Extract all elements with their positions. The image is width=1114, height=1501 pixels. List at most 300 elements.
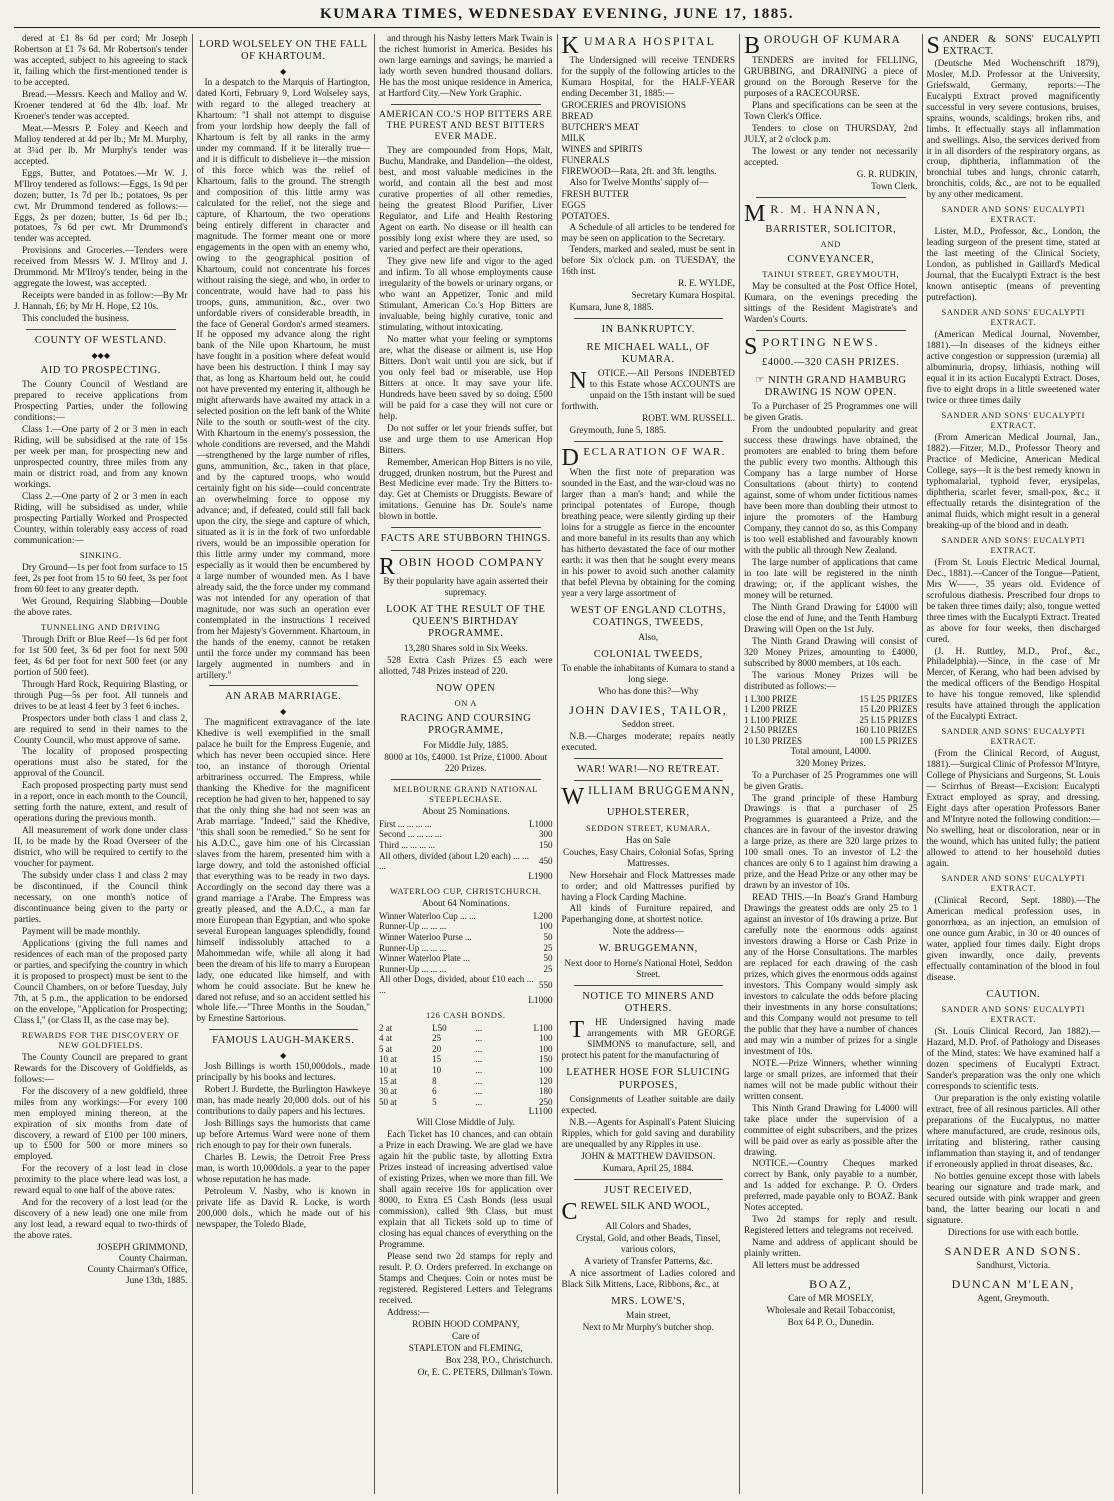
- paragraph: The locality of proposed prospecting operations must also be stated, for the approval of the Council.: [14, 747, 188, 780]
- paragraph: For the recovery of a lost lead in close proximity to the place where lead was lost, a reward equal to one half of the above rates.: [14, 1164, 188, 1197]
- paragraph: Remember, American Hop Bitters is no vile, drugged, drunken nostrum, but the Purest and Best Medicine ever made. Try the Bitters to-day. Get at Chemists or Druggists. Beware of imitations. Genuine has Dr. Soule's name blown in bottle.: [379, 457, 553, 523]
- bond-row-cell: 10 at: [379, 1065, 397, 1076]
- paragraph: Robert J. Burdette, the Burlington Hawkeye man, has made nearly 20,000 dols. out of his contributions to daily papers and his lectures.: [196, 1085, 370, 1118]
- paragraph: Payment will be made monthly.: [22, 926, 140, 937]
- steeplechase-row-cell: Second ... ... ... ...: [379, 829, 442, 840]
- care-of: Care of: [451, 1331, 480, 1342]
- drop-cap: S: [744, 334, 760, 361]
- paragraph: Petroleum V. Nasby, who is known in private life as David R. Locke, is worth 200,000 dols., which he made out of his newspaper, the Toledo Blade,: [196, 1186, 370, 1230]
- money-prizes: 320 Money Prizes.: [795, 758, 866, 769]
- next-door: Next door to Horne's National Hotel, Seddon Street.: [564, 958, 733, 980]
- paragraph: Eggs, Butter, and Potatoes.—Mr W. J. M'Ilroy tendered as follows:—Eggs, 1s 9d per dozen; butter, 1s 7d per lb.; potatoes, 9s per cwt. Mr Drummond tendered as follows:—Eggs, 2s per dozen; butter, 1s 6d per lb.; potatoes, 7s 6d per cwt. Mr Drummond's tender was accepted.: [14, 168, 188, 245]
- wholesale: Wholesale and Retail Tobacconist,: [766, 1306, 896, 1317]
- sander-t2: Lister, M.D., Professor, &c., London, the leading surgeon of the present time, stated at the last meeting of the Clinical Society, London, as published in Gaillard's Medical Journal, that the Eucalypti Extract is the best known antiseptic (means of preventing putrefaction).: [926, 227, 1100, 304]
- list-item: FUNERALS: [561, 155, 610, 166]
- paragraph: This concluded the business.: [22, 314, 129, 325]
- drop-cap: N: [569, 368, 587, 395]
- paragraph: All measurement of work done under class II, to be made by the Road Overseer of the district, who will be required to certify to the voucher for payment.: [14, 826, 188, 870]
- waterloo-row-cell: 50: [543, 931, 553, 942]
- divider-ornament: ◆: [280, 66, 287, 76]
- paragraph: Two 2d stamps for reply and result. Registered letters and telegrams not received.: [744, 1215, 918, 1237]
- bond-row-cell: L50: [432, 1022, 447, 1033]
- sander-t6: (From the Clinical Record, of August, 1881).—Surgical Clinic of Professor M'Intyre, College of Physicians and Surgeons, St. Louis — Scirrhus of Breast—Excision: Eucalypti Extract employed as spray, and dressing. Eight days after operation Professors Baner and M'Intyre noted the following condition:—No swelling, heat or discoloration, near or in the wound, which has united fully; the patient allowed to attend to her household duties again.: [926, 749, 1100, 869]
- paragraph: Please send two 2d stamps for reply and result. P. O. Orders preferred. In exchange on Stamps and Cheques. Coin or notes must be registered. Registered Letters and Telegrams received.: [379, 1252, 553, 1306]
- bond-row-cell: ...: [475, 1033, 483, 1044]
- masthead-rule: [14, 27, 1100, 28]
- waterloo-row-cell: Winner Waterloo Plate ...: [379, 953, 470, 964]
- sandhurst: Sandhurst, Victoria.: [976, 1260, 1051, 1271]
- bond-row-cell: ...: [475, 1086, 483, 1097]
- davies: JOHN DAVIES, TAILOR,: [569, 702, 728, 717]
- company-name: ROBIN HOOD COMPANY,: [412, 1319, 520, 1330]
- prize-row: [744, 725, 918, 736]
- consignments: Consignments of Leather suitable are daily expected.: [561, 1095, 735, 1117]
- sporting-body-2: [744, 794, 918, 1273]
- paragraph: Josh Billings is worth 150,000dols., made principally by his books and lectures.: [196, 1062, 370, 1084]
- town-clerk: Town Clerk.: [871, 181, 918, 192]
- cash-bonds-table: [379, 1023, 553, 1108]
- paragraph: Tenders, marked and sealed, must be sent in before Six o'clock p.m. on TUESDAY, the 16th inst.: [561, 245, 735, 278]
- paragraph: Class 2.—One party of 2 or 3 men in each Riding, will be subsidised as under, while prospecting Partially Worked and Prospected Country, within tolerably easy access of road communication:—: [14, 492, 188, 546]
- bruggemann-name: ILLIAM BRUGGEMANN,: [588, 785, 735, 798]
- waterloo-row-cell: All other Dogs, divided, about £10 each ... ...: [379, 974, 534, 996]
- paragraph: In a despatch to the Marquis of Hartington, dated Korti, February 9, Lord Wolseley says, with regard to the alleged treachery at Khartoum: "I shall not attempt to disguise from your lordship how deeply the fall of Khartoum is felt by all ranks in the army under my command. If it be literally true—and it is difficult to disbelieve it—the mission of this force which was the relief of Khartoum, falls to the ground. The strength and composition of this little army was calculated for the relief, not the siege and capture, of Khartoum, the two operations being entirely different in character and magnitude. The former meant one or more engagements in the open with an enemy who, owing to the geographical position of Khartoum, could not concentrate his forces without raising the siege, and who, in order to concentrate, would have had to pass his troops, guns, ammunition, &c., over two unfordable rivers of considerable breadth, in the face of General Gordon's armed steamers. If he opposed my advance along the right bank of the Nile upon Khartoum, he must have fought in a position where defeat would have been his destruction. I think I may say that, as long as Khartoum held out, he could not have prevented my entering it, although he might afterwards have awaited my attack in a selected position on the left bank of the White Nile to the south or south-west of the city. With Khartoum in the enemy's possession, the whole conditions are reversed, and the Mahdi—strengthened by the large number of rifles, guns, ammunition, &c., taken in that place, and by the captured troops, who would certainly fight on his side—could concentrate an overwhelming force to oppose my advance; and, if defeated, could still fall back upon the city, the siege and capture of which, situated as it is in the fork of two unfordable rivers, would be an impossible operation for this little army under my command, more especially as it would then be encumbered by a large number of wounded men. As I have already said, the the force under my command was not intended for any operation of that magnitude, nor was such an operation ever contemplated in the instructions I received from her Majesty's Government. Khartoum, in the hands of the enemy, cannot be retaken until the force under my command has been largely augmented in numbers and in artillery.": [196, 78, 370, 681]
- paragraph: Class 1.—One party of 2 or 3 men in each Riding, will be subsidised at the rate of 15s per week per man, for prospecting new and unprospected country, three miles from any main or district road, and from any known workings.: [14, 425, 188, 491]
- divider: [574, 1179, 724, 1180]
- paragraph: The magnificent extravagance of the late Khedive is well exemplified in the small palace he built for the Empress Eugenie, and which has never been occupied since. Here too, an instance of thorough Oriental arbitrariness occurred. The Empress, while thanking the Khedive for the magnificent reception he had given to her, happened to say that the only thing she had not seen was an Arab marriage. "Indeed," said the Khedive, "this shall soon be remedied." So he sent for his A.D.C., gave him one of his Circassian slaves from the harem, presented him with a large dowry, and told the astonished official that everything was to be ready in two days. Accordingly on the second day there was a grand marriage a l'Arabe. The Empress was greatly pleased, and the A.D.C., a man far more European than Egyptian, and who spoke several European languages splendidly, found himself indissolubly attached to a Mahommedan wife, while all along it had been the dream of his life to marry a European lady, one educated like himself, and with whom he could associate. But he knew he dared not refuse, and so an accident settled his whole life.—"Three Months in the Soudan," by Ernestine Sartorious.: [196, 718, 370, 1025]
- steeplechase-row-cell: All others, divided (about L20 each) ... ... ...: [379, 850, 529, 872]
- waterloo-row: [379, 974, 553, 995]
- kumara-1884: Kumara, April 25, 1884.: [602, 1163, 694, 1174]
- divider: [574, 985, 724, 986]
- paragraph: READ THIS.—In Boaz's Grand Hamburg Drawings the greatest odds are only 25 to 1 against an investor of 10s drawing a prize. But carefully note the enormous odds against investors drawing a Horse or Cash Prize in any of the Horse Consultations. The marbles are replaced for each drawing of the cash prizes, which gives the enormous odds against investors. This Company would simply ask investors to calculate the odds before placing their investments in any horse consultations; and this Company would not presume to tell the public that they have a number of chances and may win a number of prizes for a single investment of 10s.: [744, 893, 918, 1057]
- steeplechase-total: L1900: [528, 871, 553, 882]
- bond-row-cell: 25: [432, 1033, 442, 1044]
- waterloo-row-cell: Runner-Up ... ... ...: [379, 942, 447, 953]
- bond-row: [379, 1033, 553, 1044]
- paragraph: The Ninth Grand Drawing will consist of 320 Money Prizes, amounting to £4000, subscribed by 8000 members, at 10s each.: [744, 636, 918, 669]
- crewel-title: [561, 1199, 736, 1226]
- miners-text: HE Undersigned having made arrangements with MR GEORGE SIMMONS to manufacture, sell, and protect his patent for the manufacturing of: [561, 1018, 735, 1062]
- sander-t5b: (J. H. Ruttley, M.D., Prof., &c., Philadelphia).—Since, in the case of Mr Mercer, of Kerang, who had been advised by the medical officers of the Bendigo Hospital to have his tongue removed, like splendid results have attained through the application of the Eucalypti Extract.: [926, 646, 1100, 723]
- hospital-items-2: [562, 190, 736, 223]
- davidson: JOHN & MATTHEW DAVIDSON.: [581, 1151, 716, 1162]
- transfer: A variety of Transfer Patterns, &c.: [584, 1257, 713, 1268]
- seddon: Seddon street.: [621, 720, 675, 730]
- sander-t7: (Clinical Record, Sept. 1880).—The American medical profession uses, in gonorrhœa, as an injection, an emulsion of one ounce gum Arabic, in 30 or 40 ounces of water, applied four times daily. Eight drops given inwardly, once daily, prevents effectually contamination of the blood in foul disease.: [926, 896, 1100, 983]
- sander-heading-4: SANDER AND SONS' EUCALYPTI EXTRACT.: [941, 409, 1086, 430]
- prize-row-cell: 100 L5 PRIZES: [859, 736, 918, 747]
- waterloo-row-cell: 100: [539, 921, 553, 932]
- divider: [391, 527, 541, 528]
- paragraph: Each proposed prospecting party must send in a report, once in each month to the Council, setting forth the nature, extent, and result of operations during the previous month.: [14, 781, 188, 825]
- cash-bonds-total: L1100: [528, 1107, 553, 1118]
- bond-row: [379, 1054, 553, 1065]
- steeplechase-row-cell: L1000: [529, 818, 553, 829]
- list-item: FIREWOOD—Rata, 2ft. and 3ft. lengths.: [561, 166, 717, 177]
- waterloo-row-cell: Winner Waterloo Cup ... ...: [379, 910, 476, 921]
- borough-heading: OROUGH OF KUMARA: [764, 34, 901, 46]
- paragraph: They are compounded from Hops, Malt, Buchu, Mandrake, and Dandelion—the oldest, best, and most valuable medicines in the world, and contain all the best and most curative properties of all other remedies, being the greatest Blood Purifier, Liver Regulator, and Life and Health Restoring Agent on earth. No disease or ill health can possibly long exist where they are used, so varied and perfect are their operations.: [379, 146, 553, 256]
- also: Also for Twelve Months' supply of—: [569, 177, 709, 188]
- waterloo-row-cell: 50: [543, 953, 553, 964]
- steeplechase-heading: MELBOURNE GRAND NATIONAL STEEPLECHASE.: [393, 783, 539, 804]
- nb: N.B.—Charges moderate; repairs neatly executed.: [561, 731, 735, 753]
- bond-row-cell: 150: [539, 1054, 553, 1065]
- paragraph: The subsidy under class 1 and class 2 may be discontinued, if the Council think necessary, on one month's notice of discontinuance being given to the party or parties.: [14, 871, 188, 925]
- rudkin: G. R. RUDKIN,: [856, 169, 918, 180]
- sinking-rates: [14, 563, 188, 619]
- paragraph: dered at £1 8s 6d per cord; Mr Joseph Robertson at £1 7s 6d. Mr Robertson's tender was accepted, subject to his agreeing to stack it, failing which the first-mentioned tender is to be accepted.: [14, 34, 188, 88]
- hospital-terms: [562, 223, 736, 279]
- tender-results: [14, 34, 188, 325]
- kumara-date: Kumara, June 8, 1885.: [569, 303, 654, 314]
- list-item: BUTCHER'S MEAT: [561, 122, 640, 133]
- sporting-title: [744, 334, 918, 361]
- sander-heading-6: SANDER AND SONS' EUCALYPTI EXTRACT.: [941, 726, 1086, 747]
- hair: New Horsehair and Flock Mattresses made to order; and old Mattresses purified by having a Flock Carding Machine.: [561, 870, 735, 903]
- wolseley-article: [197, 78, 371, 681]
- paragraph: Provisions and Groceries.—Tenders were received from Messrs W. J. M'Ilroy and J. Drummond. Mr M'Ilroy's tender, being in the aggregate the lowest, was accepted.: [14, 246, 188, 290]
- paragraph: (Deutsche Med Wochenschrift 1879), Mosler, M.D. Professor at the University, Griefswald, Germany, reports:—The Eucalypti Extract proved magnificently successful in very severe contusions, bruises, sprains, wounds, scaldings, broken ribs, and limbs. It effectually stays all inflammation and swellings. Also, the services derived from it in all disorders of the respiratory organs, as croup, diphtheria, inflammation of the bronchial tubes and lungs, chronic catarrh, bronchitis, colds, &c., are not to be equalled by any other medicament.: [926, 58, 1100, 201]
- bond-row-cell: 15 at: [379, 1075, 397, 1086]
- hannan-name: R. M. HANNAN,: [770, 201, 883, 216]
- hospital-intro: The Undersigned will receive TENDERS for the supply of the following articles to the Kumara Hospital, for the HALF-YEAR ending December 31, 1885:—: [561, 56, 735, 99]
- chairman-signature: [14, 1243, 188, 1287]
- furniture: All kinds of Furniture repaired, and Paperhanging done, at shortest notice.: [561, 904, 735, 926]
- column-4: [557, 34, 740, 1494]
- masthead: KUMARA TIMES, WEDNESDAY EVENING, JUNE 17, 1885.: [320, 6, 794, 22]
- hannan-title: [744, 200, 918, 227]
- waterloo-row-cell: Runner-Up ... ... ...: [379, 963, 447, 974]
- extra-prizes: 528 Extra Cash Prizes £5 each were allotted, 748 Prizes instead of 220.: [379, 655, 553, 677]
- steeplechase-row-cell: First ... ... ... ...: [379, 818, 432, 829]
- aid-prospecting-heading: AID TO PROSPECTING.: [40, 365, 161, 376]
- mosely: Care of MR MOSELY,: [788, 1294, 874, 1305]
- hospital-name: UMARA HOSPITAL: [583, 34, 716, 48]
- column-2: [192, 34, 375, 1494]
- w-bruggemann: W. BRUGGEMANN,: [598, 943, 698, 955]
- and: AND: [820, 239, 841, 249]
- wolseley-heading: LORD WOLSELEY ON THE FALL OF KHARTOUM.: [199, 39, 368, 63]
- paragraph: The large number of applications that came in too late will be registered in the ninth drawing; or, if the applicant wishes, the money will be returned.: [744, 557, 918, 601]
- bond-row: [379, 1044, 553, 1055]
- divider: [574, 758, 724, 759]
- divider-ornament: ◆: [280, 706, 287, 716]
- bond-row-cell: 10 at: [379, 1054, 397, 1065]
- bond-row-cell: 2 at: [379, 1022, 393, 1033]
- conveyancer: CONVEYANCER,: [787, 254, 875, 266]
- sander-title: [927, 34, 1101, 59]
- waterloo-row: [379, 932, 553, 943]
- steeplechase-row-cell: 300: [539, 829, 553, 840]
- robin-sub: By their popularity have again asserted their supremacy.: [383, 576, 549, 598]
- paragraph: The lowest or any tender not necessarily accepted.: [744, 146, 918, 168]
- divider: [391, 104, 541, 105]
- paragraph: Prospectors under both class 1 and class 2, are required to send in their names to the County Council, who must approve of same.: [14, 713, 188, 746]
- robin-hood-terms: [379, 1130, 553, 1307]
- paragraph: The Ninth Grand Drawing for £4000 will close the end of June, and the Tenth Hamburg Drawing will Open on the 1st July.: [744, 602, 918, 635]
- prospecting-conditions: [14, 380, 188, 547]
- mlean: DUNCAN M'LEAN,: [951, 1276, 1075, 1291]
- signature-line: County Chairman.: [118, 1254, 188, 1265]
- drop-cap: D: [561, 445, 581, 472]
- sinking-label: SINKING.: [79, 549, 122, 560]
- paragraph: Bread.—Messrs. Keech and Malloy and W. Kroener tendered at 6d the 4lb. loaf. Mr Kroener's tender was accepted.: [14, 89, 188, 122]
- steeplechase-row-cell: 150: [539, 839, 553, 850]
- column-3: [374, 34, 557, 1494]
- bankruptcy-heading: IN BANKRUPTCY.: [601, 324, 695, 336]
- bond-row: [379, 1023, 553, 1034]
- divider: [756, 330, 906, 331]
- paragraph: From the undoubted popularity and great success these drawings have obtained, the promoters are enabled to bring them before the public every two months. Although this Company has a large number of Horse Consultations (about thirty) to contend against, some of whom under fictitious names have been more than doubling their utmost to injure the promoters of the Hamburg Company, they cannot do so, as this Company is too well established and favourably known with the public all through New Zealand.: [744, 425, 918, 556]
- paragraph: Name and address of applicant should be plainly written.: [744, 1238, 918, 1260]
- column-5: [739, 34, 922, 1494]
- paragraph: Each Ticket has 10 chances, and can obtain a Prize in each Drawing. We are glad we have again hit the public taste, by allotting Extra Prizes instead of increasing advertised value of existing Prizes, when we more than fill. We shall again receive 10s for application over 8000, to Extra £5 Cash Bonds (less usual commission), called 9th Class, but must explain that all Tickets sold up to time of closing has equal chances of everything on the Programme.: [379, 1130, 553, 1251]
- total-amount: Total amount, L4000.: [790, 746, 871, 757]
- wylde: R. E. WYLDE,: [678, 279, 735, 290]
- prize-row: [744, 715, 918, 726]
- nb2: N.B.—Agents for Aspinall's Patent Sluicing Ripples, which for gold saving and durability are unequalled by any Ripples in use.: [561, 1118, 735, 1150]
- paragraph: TENDERS are invited for FELLING, GRUBBING, and DRAINING a piece of ground on the Borough Reserve for the purposes of a RACECOURSE.: [744, 56, 918, 99]
- sander-heading-8: SANDER AND SONS' EUCALYPTI EXTRACT.: [941, 1004, 1086, 1025]
- agent: Agent, Greymouth.: [977, 1293, 1050, 1304]
- signature-line: June 13th, 1885.: [126, 1276, 188, 1287]
- list-item: EGGS: [561, 200, 586, 211]
- upholsterer: UPHOLSTERER,: [606, 807, 690, 819]
- waterloo-row-cell: Winner Waterloo Purse ...: [379, 931, 472, 942]
- sporting-body: [744, 425, 918, 692]
- waterloo-row: [379, 953, 553, 964]
- about-64: About 64 Nominations.: [421, 898, 510, 909]
- bond-row-cell: 120: [539, 1075, 553, 1086]
- drop-cap: S: [926, 34, 940, 59]
- waterloo-row: [379, 964, 553, 975]
- sander-t4: (From American Medical Journal, Jan., 1882).—Fitzer, M.D., Professor Theory and Practice of Medicine, American Medical College, says—It is the best remedy known in typhomalarial, typhoid fever, erysipelas, diphtheria, scarlet fever, small-pox, &c.; it effectually retards the disintegration of the animal fluids, which might result in a general breaking-up of the blood and in death.: [926, 433, 1100, 531]
- bond-row-cell: 50 at: [379, 1096, 397, 1107]
- notice: [562, 369, 736, 413]
- main-street: Main street,: [626, 1311, 671, 1322]
- steeplechase-row: [379, 840, 553, 851]
- boaz: BOAZ,: [809, 1277, 853, 1292]
- columns: [14, 34, 1104, 1494]
- bond-row: [379, 1086, 553, 1097]
- sander-t9: Our preparation is the only existing volatile extract, free of all resinous particles. All other preparations of the Eucalyptus, no matter where manufactured, are crude, resinous oils, irritating and blistering, rather causing inflammation than staying it, and of tendanger if erroneously applied in throat diseases, &c.: [926, 1093, 1100, 1170]
- waterloo-row: [379, 943, 553, 954]
- divider: [209, 685, 359, 686]
- paragraph: The County Council are prepared to grant Rewards for the Discovery of Goldfields, as follows:—: [14, 1052, 188, 1085]
- divider: [391, 779, 541, 780]
- sander-testimonial-1: [927, 59, 1101, 202]
- crewel-colors: All Colors and Shades,: [605, 1222, 692, 1233]
- waterloo-row: [379, 911, 553, 922]
- pointing-hand-icon: ☞: [755, 374, 769, 386]
- bond-row-cell: 100: [539, 1065, 553, 1076]
- prize-row: [744, 694, 918, 705]
- paragraph: Dry Ground—1s per foot from surface to 15 feet, 2s per foot from 15 to 60 feet, 3s per foot from 60 feet to any greater depth.: [14, 562, 188, 595]
- war2: WAR! WAR!—NO RETREAT.: [576, 763, 720, 775]
- hospital-items: [562, 101, 736, 178]
- bond-row-cell: 5 at: [379, 1043, 393, 1054]
- paragraph: They give new life and vigor to the aged and infirm. To all whose employments cause irregularity of the bowels or urinary organs, or who want an Appetizer, Tonic and mild Stimulant, American Co.'s Hop Bitters are invaluable, being highly curative, tonic and stimulating, without intoxicating.: [379, 257, 553, 333]
- steeplechase-row: [379, 819, 553, 830]
- sander-t5: (From St. Louis Electric Medical Journal, Dec., 1881).—Cancer of the Tongue—Patient, Mrs W——, 35 years old. Evidence of scrofulous diathesis. Prescribed four drops to be taken three times daily; also, tongue wetted three times with the Eucalypti Extract. Treated as above for four weeks, then discharged cured.: [926, 557, 1100, 645]
- paragraph: Through Drift or Blue Reef—1s 6d per foot for 1st 500 feet, 3s 6d per foot for next 500 feet, 4s 6d per foot for next 500 feet (or any portion of 500 feet).: [14, 634, 188, 678]
- nice: A nice assortment of Ladies colored and Black Silk Mittens, Lace, Ribbons, &c., at: [561, 1269, 735, 1291]
- prize-table: [744, 694, 918, 747]
- hospital-title: [561, 34, 736, 59]
- tickets: 8000 at 10s, £4000. 1st Prize, £1000. About 220 Prizes.: [384, 752, 548, 774]
- bond-row: [379, 1076, 553, 1087]
- mrs-lowe: MRS. LOWE'S,: [611, 1296, 686, 1308]
- bond-row-cell: 6: [432, 1086, 437, 1097]
- paragraph: Wet Ground, Requiring Slabbing—Double the above rates.: [14, 596, 188, 618]
- borough-tenders: [744, 56, 918, 169]
- russell: ROBT. WM. RUSSELL.: [642, 414, 735, 425]
- rewards-label: REWARDS FOR THE DISCOVERY OF NEW GOLDFIELDS.: [21, 1029, 180, 1050]
- paragraph: Meat.—Messrs P. Foley and Keech and Malloy tendered at 4d per lb.; Mr M. Murphy, at 3¼d per lb. Mr Murphy's tender was accepted.: [14, 123, 188, 167]
- who: Who has done this?—Why: [598, 686, 699, 697]
- sander-heading-5: SANDER AND SONS' EUCALYPTI EXTRACT.: [941, 534, 1086, 555]
- divider: [756, 197, 906, 198]
- seddon-street: SEDDON STREET, KUMARA,: [586, 822, 711, 833]
- waterloo-row-cell: Runner-Up ... ... ...: [379, 921, 447, 932]
- bond-row-cell: ...: [475, 1054, 483, 1065]
- signature-line: JOSEPH GRIMMOND,: [97, 1243, 188, 1254]
- racing-heading: RACING AND COURSING PROGRAMME,: [400, 713, 532, 737]
- sander-t3: (American Medical Journal, November, 1881).—In diseases of the kidneys either active congestion or suppression (uræmia) all albuminuria, dropsy, lithiasis, nothing will equal it in its action Eucalypti Extract. Doses, five to eight drops in a little sweetened water twice or three times daily: [926, 330, 1100, 406]
- couches: Couches, Easy Chairs, Colonial Sofas, Spring Mattresses.: [563, 847, 734, 869]
- enable: To enable the inhabitants of Kumara to stand a long siege.: [561, 663, 735, 685]
- purchaser: To a Purchaser of 25 Programmes one will be given Gratis.: [744, 402, 918, 424]
- sander-sons: SANDER AND SONS.: [944, 1243, 1082, 1258]
- crystal: Crystal, Gold, and other Beads, Tinsel, various colors,: [576, 1234, 721, 1256]
- stapleton: STAPLETON and FLEMING,: [408, 1343, 523, 1354]
- sander-t8: (St. Louis Clinical Record, Jan 1882).—Hazard, M.D. Prof. of Pathology and Diseases of the Mind, states: We have examined half a dozen specimens of Eucalypti Extract. Sander's preparation was the only one which corresponds to scientific tests.: [926, 1027, 1100, 1092]
- robin-hood-name: OBIN HOOD COMPANY: [399, 554, 545, 569]
- address-label: Address:—: [387, 1307, 430, 1318]
- note: Note the address—: [612, 927, 684, 938]
- divider: [574, 441, 724, 442]
- paragraph: Tenders to close on THURSDAY, 2nd JULY, at 2 o'clock p.m.: [744, 123, 918, 145]
- paragraph: NOTE.—Prize Winners, whether winning large or small prizes, are informed that their names will not be made public without their written consent.: [744, 1058, 918, 1102]
- paragraph: No matter what your feeling or symptoms are, what the disease or ailment is, use Hop Bitters. Don't wait until you are sick, but if you only feel bad or miserable, use Hop Bitters at once. It may save your life. Hundreds have been saved by so doing. £500 will be paid for a case they will not cure or help.: [379, 334, 553, 422]
- paragraph: A Schedule of all articles to be tendered for may be seen on application to the Secretary.: [561, 222, 735, 244]
- barrister: BARRISTER, SOLICITOR,: [765, 223, 897, 235]
- paragraph: The grand principle of these Hamburg Drawings is that a purchaser of 25 Programmes is guaranteed a Prize, and the chances are in favour of the investor drawing a large prize, as there are 320 large prizes to 100 small ones. To an investor of L2 the chances are only 6 to 1 against him drawing a prize, and the Head Prize or any other may be drawn by an investor of 10s.: [744, 793, 918, 892]
- cash-bonds-heading: 126 CASH BONDS.: [425, 1009, 506, 1020]
- about-25: About 25 Nominations.: [421, 806, 510, 817]
- paragraph: NOTICE.—Country Cheques marked correct by Bank, only payable to a number, and 1s added for exchange. P. O. Orders preferred, made payable only to BOAZ. Bank Notes accepted.: [744, 1159, 918, 1214]
- dunedin: Box 64 P. O., Dunedin.: [787, 1318, 874, 1329]
- paragraph: Do not suffer or let your friends suffer, but use and urge them to use American Hop Bitters.: [379, 423, 553, 456]
- tunneling-rates: [14, 635, 188, 1027]
- purchaser-2: To a Purchaser of 25 Programmes one will be given Gratis.: [744, 770, 918, 792]
- cloths: WEST OF ENGLAND CLOTHS, COATINGS, TWEEDS,: [570, 604, 726, 629]
- box-address: Box 238, P.O., Christchurch.: [445, 1355, 553, 1366]
- bond-row-cell: ...: [475, 1096, 483, 1107]
- miners-body: [562, 1018, 736, 1062]
- bond-row-cell: ...: [475, 1022, 483, 1033]
- ninth-drawing: [744, 375, 918, 400]
- arab-marriage-heading: AN ARAB MARRIAGE.: [225, 691, 342, 703]
- prize-row-cell: 10 L30 PRIZES: [744, 736, 803, 747]
- list-item: FRESH BUTTER: [561, 189, 629, 200]
- middle-july: For Middle July, 1885.: [423, 740, 509, 751]
- sporting-heading: PORTING NEWS.: [762, 335, 880, 350]
- paragraph: All letters must be addressed: [752, 1261, 860, 1272]
- hannan-body: May be consulted at the Post Office Hotel, Kumara, on the evenings preceding the sittings of the Resident Magistrate's and Warden's Courts.: [744, 282, 918, 326]
- paragraph: The County Council of Westland are prepared to receive applications from Prospecting Parties, under the following conditions:—: [14, 380, 188, 424]
- prize-row-cell: 25 L15 PRIZES: [859, 714, 918, 725]
- paragraph: Plans and specifications can be seen at the Town Clerk's Office.: [744, 100, 918, 122]
- prize-row-cell: 2 L50 PRIZES: [744, 725, 798, 736]
- signature-line: County Chairman's Office,: [87, 1265, 188, 1276]
- tunneling-label: TUNNELING AND DRIVING: [40, 621, 161, 632]
- bond-row-cell: ...: [475, 1065, 483, 1076]
- list-item: GROCERIES and PROVISIONS: [561, 100, 686, 111]
- list-item: BREAD: [561, 111, 594, 122]
- miners-heading: NOTICE TO MINERS AND OTHERS.: [582, 990, 715, 1015]
- crewel-heading: REWEL SILK AND WOOL,: [580, 1200, 710, 1213]
- ninth-text: NINTH GRAND HAMBURG DRAWING IS NOW OPEN.: [764, 374, 907, 399]
- twain-paragraph: and through his Nasby letters Mark Twain is the richest humorist in America. Besides his own large earnings and savings, he married a lady worth seven hundred thousand dollars. He has the most unique residence in America, at Hartford City.—New York Graphic.: [379, 34, 553, 99]
- close-date: Will Close Middle of July.: [416, 1118, 515, 1129]
- list-item: MILK: [561, 133, 586, 144]
- leather-hose: LEATHER HOSE FOR SLUICING PURPOSES,: [566, 1067, 731, 1091]
- column-1: [14, 34, 192, 1494]
- cash-prizes: £4000.—320 CASH PRIZES.: [761, 357, 900, 369]
- bond-row-cell: 10: [432, 1065, 442, 1076]
- paragraph: Josh Billings says the humorists that came up before Artemus Ward were none of them rich enough to pay for their own funerals.: [196, 1119, 370, 1151]
- wylde-title: Secretary Kumara Hospital.: [631, 291, 735, 302]
- prize-row-cell: 1 L200 PRIZE: [744, 704, 797, 715]
- waterloo-row-cell: L200: [533, 910, 553, 921]
- directions: Directions for use with each bottle.: [947, 1227, 1079, 1238]
- look-heading: LOOK AT THE RESULT OF THE QUEEN'S BIRTHDAY PROGRAMME.: [386, 603, 546, 640]
- prize-row-cell: 1 L100 PRIZE: [744, 714, 797, 725]
- paragraph: Through Hard Rock, Requiring Blasting, or through Pug—5s per foot. All tunnels and drives to be at least 4 feet by 3 feet 6 inches.: [14, 679, 188, 712]
- divider: [574, 318, 724, 319]
- prize-row: [744, 704, 918, 715]
- bond-row-cell: 100: [539, 1033, 553, 1044]
- war-heading: ECLARATION OF WAR.: [583, 446, 726, 459]
- paragraph: And for the recovery of a lost lead (or the discovery of a new lead) one one mile from any lost lead, a reward equal to two-thirds of the above rates.: [14, 1198, 188, 1242]
- colonial-tweeds: COLONIAL TWEEDS,: [593, 648, 703, 660]
- sander-t10: No bottles genuine except those with labels bearing our signature and trade mark, and secured outside with pink wrapper and green band, the latter bearing our locati n and signature.: [926, 1171, 1100, 1226]
- divider-ornament: ◆◆◆: [91, 350, 110, 360]
- arab-marriage-article: [197, 718, 371, 1025]
- paragraph: Receipts were banded in as follow:—By Mr J. Hannah, £6; by Mr H. Hope, £2 10s.: [14, 291, 188, 313]
- column-6: [922, 34, 1105, 1494]
- drop-cap: R: [379, 553, 397, 580]
- bond-row-cell: 180: [539, 1086, 553, 1097]
- laugh-makers-article: [197, 1062, 371, 1231]
- prize-row-cell: 1 L300 PRIZE: [744, 693, 797, 704]
- now-open: NOW OPEN: [436, 682, 496, 694]
- divider: [209, 1029, 359, 1030]
- waterloo-row-cell: 25: [543, 942, 553, 953]
- bond-row: [379, 1097, 553, 1108]
- paragraph: The various Money Prizes will be distributed as follows:—: [744, 670, 918, 692]
- paragraph: Applications (giving the full names and residences of each man of the proposed party or parties, and specifying the country in which it is proposed to prospect) must be sent to the Council Chambers, on or before Tuesday, July 7th, at 5 p.m., the application to be endorsed on the envelope, "Application for Prospecting; Class I," (or Class II, as the case may be).: [14, 938, 188, 1026]
- steeplechase-table: [379, 819, 553, 872]
- hop-bitters-heading: AMERICAN CO.'S HOP BITTERS ARE THE PUREST AND BEST BITTERS EVER MADE.: [379, 109, 553, 143]
- caution: CAUTION.: [986, 988, 1041, 1000]
- list-item: WINES and SPIRITS: [561, 144, 643, 155]
- paragraph: Charles B. Lewis, the Detroit Free Press man, is worth 10,000dols. a year to the paper whose reputation he has made.: [196, 1152, 370, 1185]
- alt-address: Or, E. C. PETERS, Dillman's Town.: [417, 1367, 553, 1378]
